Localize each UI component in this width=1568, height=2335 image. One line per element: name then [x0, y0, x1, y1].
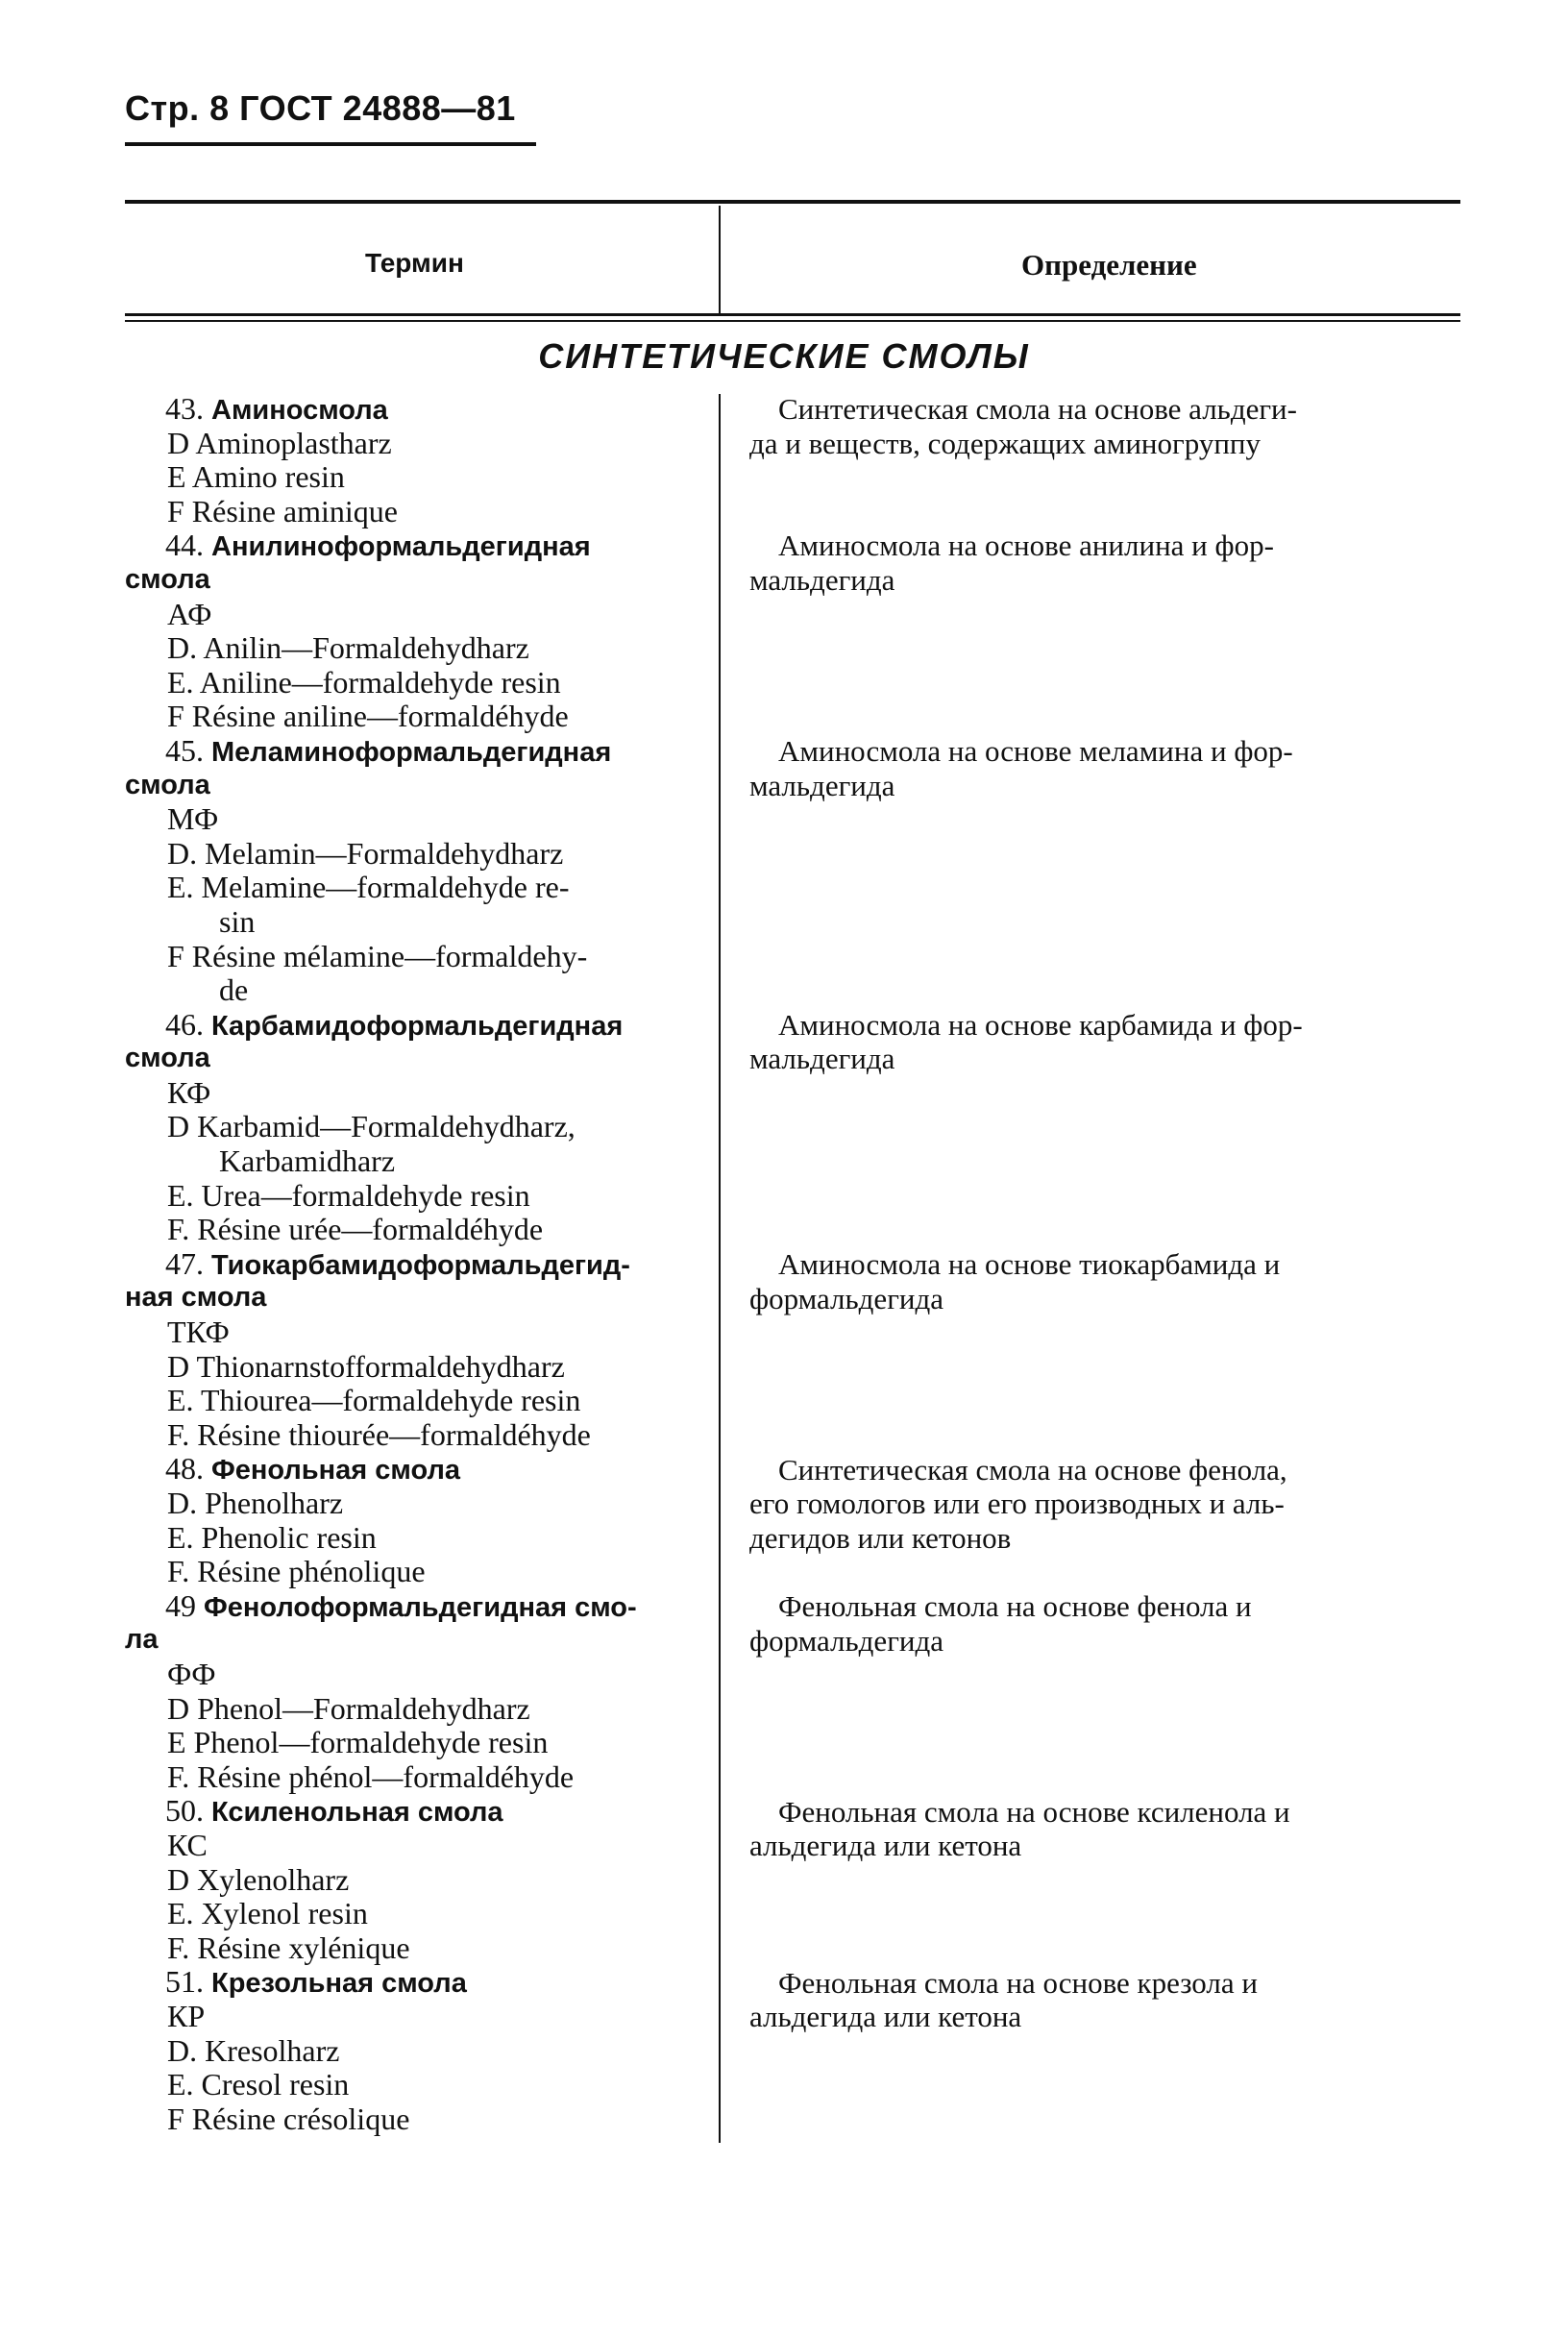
definition-line: Аминосмола на основе тиокарбамида и: [778, 1247, 1281, 1281]
term-foreign-equivalent: F. Résine phénol—formaldéhyde: [167, 1758, 575, 1794]
definition-text: [749, 1966, 1465, 2034]
term-name: Фенольная смола: [211, 1455, 461, 1487]
term-name: Аминосмола: [211, 395, 388, 426]
definition-line: дегидов или кетонов: [749, 1520, 1012, 1555]
term-name: Фенолоформальдегидная смо-: [204, 1591, 637, 1623]
definition-line: Фенольная смола на основе ксиленола и: [778, 1794, 1290, 1829]
column-header-term: Термин: [365, 248, 464, 278]
term-number: 51.: [165, 1964, 211, 2000]
term-heading: [125, 1965, 701, 2000]
header-column-divider: [719, 206, 721, 313]
term-foreign-equivalent: F Résine aminique: [167, 493, 398, 528]
term-number: 48.: [165, 1451, 211, 1487]
term-foreign-equivalent: E. Phenolic resin: [167, 1519, 377, 1555]
term-name: Тиокарбамидоформальдегид-: [211, 1249, 630, 1281]
term-foreign-equivalent: D. Melamin—Formaldehydharz: [167, 835, 564, 871]
column-header-definition: Определение: [1021, 248, 1197, 282]
term-foreign-equivalent: E. Cresol resin: [167, 2067, 350, 2102]
term-foreign-equivalent: E. Aniline—formaldehyde resin: [167, 664, 561, 700]
term-heading: [125, 1008, 701, 1043]
definition-text: [749, 734, 1465, 802]
table-header-rule-second: [125, 320, 1460, 322]
term-abbreviation: МФ: [167, 801, 219, 837]
term-number: 49: [165, 1587, 204, 1623]
term-foreign-equivalent: de: [219, 972, 249, 1008]
term-foreign-equivalent: D. Anilin—Formaldehydharz: [167, 630, 529, 666]
definition-text: [749, 392, 1465, 460]
definition-line: формальдегида: [749, 1623, 944, 1658]
term-number: 46.: [165, 1006, 211, 1042]
term-name: Меламиноформальдегидная: [211, 736, 612, 768]
definition-line: Аминосмола на основе анилина и фор-: [778, 528, 1274, 563]
term-foreign-equivalent: Karbamidharz: [219, 1143, 396, 1179]
term-number: 50.: [165, 1793, 211, 1829]
term-foreign-equivalent: E. Thiourea—formaldehyde resin: [167, 1383, 581, 1418]
term-heading: [125, 734, 701, 769]
term-name: Ксиленольная смола: [211, 1797, 503, 1829]
term-foreign-equivalent: D Karbamid—Formaldehydharz,: [167, 1109, 576, 1144]
definition-line: формальдегида: [749, 1281, 944, 1315]
term-abbreviation: АФ: [167, 596, 212, 631]
term-heading: [125, 1247, 701, 1282]
term-abbreviation: КС: [167, 1827, 208, 1862]
term-name: Анилиноформальдегидная: [211, 531, 591, 563]
term-foreign-equivalent: E Phenol—formaldehyde resin: [167, 1725, 549, 1760]
page-header: Стр. 8 ГОСТ 24888—81: [125, 88, 516, 128]
term-heading: [125, 1452, 701, 1487]
definition-line: Фенольная смола на основе фенола и: [778, 1589, 1252, 1623]
definition-line: альдегида или кетона: [749, 1829, 1022, 1863]
term-name-continued: смола: [125, 1043, 210, 1074]
term-number: 43.: [165, 391, 211, 426]
definition-line: его гомологов или его производных и аль-: [749, 1487, 1285, 1521]
term-foreign-equivalent: F Résine crésolique: [167, 2101, 410, 2136]
term-heading: [125, 1794, 701, 1829]
definition-line: Аминосмола на основе меламина и фор-: [778, 734, 1293, 768]
term-foreign-equivalent: D. Kresolharz: [167, 2032, 340, 2068]
term-foreign-equivalent: E. Xylenol resin: [167, 1896, 368, 1931]
term-heading: [125, 1589, 701, 1624]
terms-column: [125, 392, 701, 2136]
term-foreign-equivalent: D Thionarnstofformaldehydharz: [167, 1348, 565, 1384]
term-abbreviation: ФФ: [167, 1656, 216, 1691]
definition-line: да и веществ, содержащих аминогруппу: [749, 426, 1262, 460]
definition-line: Синтетическая смола на основе фенола,: [778, 1452, 1287, 1487]
term-number: 45.: [165, 732, 211, 768]
term-foreign-equivalent: E. Melamine—formaldehyde re-: [167, 870, 570, 905]
definition-text: [749, 1589, 1465, 1658]
definition-line: мальдегида: [749, 1042, 895, 1076]
table-top-rule: [125, 200, 1460, 204]
definition-text: [749, 528, 1465, 597]
term-number: 44.: [165, 528, 211, 563]
term-foreign-equivalent: F. Résine phénolique: [167, 1554, 426, 1589]
header-rule: [125, 142, 536, 146]
term-heading: [125, 528, 701, 563]
term-abbreviation: КР: [167, 1998, 206, 2033]
definition-line: Фенольная смола на основе крезола и: [778, 1965, 1258, 2000]
term-foreign-equivalent: E. Urea—formaldehyde resin: [167, 1177, 530, 1213]
term-foreign-equivalent: F. Résine xylénique: [167, 1929, 410, 1965]
term-name-continued: смола: [125, 563, 210, 595]
term-foreign-equivalent: F. Résine urée—formaldéhyde: [167, 1212, 544, 1247]
term-foreign-equivalent: D Phenol—Formaldehydharz: [167, 1690, 530, 1726]
term-number: 47.: [165, 1245, 211, 1281]
term-foreign-equivalent: D. Phenolharz: [167, 1486, 344, 1520]
definition-text: [749, 1453, 1465, 1556]
definition-line: мальдегида: [749, 768, 895, 802]
definition-line: альдегида или кетона: [749, 2000, 1022, 2034]
definition-line: мальдегида: [749, 562, 895, 597]
term-name: Карбамидоформальдегидная: [211, 1010, 624, 1042]
section-title: СИНТЕТИЧЕСКИЕ СМОЛЫ: [538, 336, 1030, 376]
body-column-divider: [719, 394, 721, 2143]
term-foreign-equivalent: F. Résine thiourée—formaldéhyde: [167, 1416, 591, 1452]
definition-text: [749, 1795, 1465, 1863]
definition-line: Аминосмола на основе карбамида и фор-: [778, 1007, 1303, 1042]
term-name-continued: смола: [125, 769, 210, 800]
term-name-continued: ная смола: [125, 1282, 267, 1314]
term-foreign-equivalent: F Résine mélamine—formaldehy-: [167, 938, 588, 973]
term-foreign-equivalent: D Aminoplastharz: [167, 425, 392, 460]
definition-line: Синтетическая смола на основе альдеги-: [778, 392, 1297, 426]
term-abbreviation: ТКФ: [167, 1315, 230, 1350]
table-header-rule: [125, 313, 1460, 316]
definition-text: [749, 1008, 1465, 1076]
term-foreign-equivalent: D Xylenolharz: [167, 1861, 350, 1897]
term-name: Крезольная смола: [211, 1968, 467, 2000]
term-foreign-equivalent: F Résine aniline—formaldéhyde: [167, 699, 569, 734]
term-foreign-equivalent: E Amino resin: [167, 459, 345, 495]
definition-text: [749, 1247, 1465, 1315]
term-name-continued: ла: [125, 1624, 159, 1656]
term-abbreviation: КФ: [167, 1074, 211, 1110]
term-foreign-equivalent: sin: [219, 903, 256, 939]
term-heading: [125, 392, 701, 427]
